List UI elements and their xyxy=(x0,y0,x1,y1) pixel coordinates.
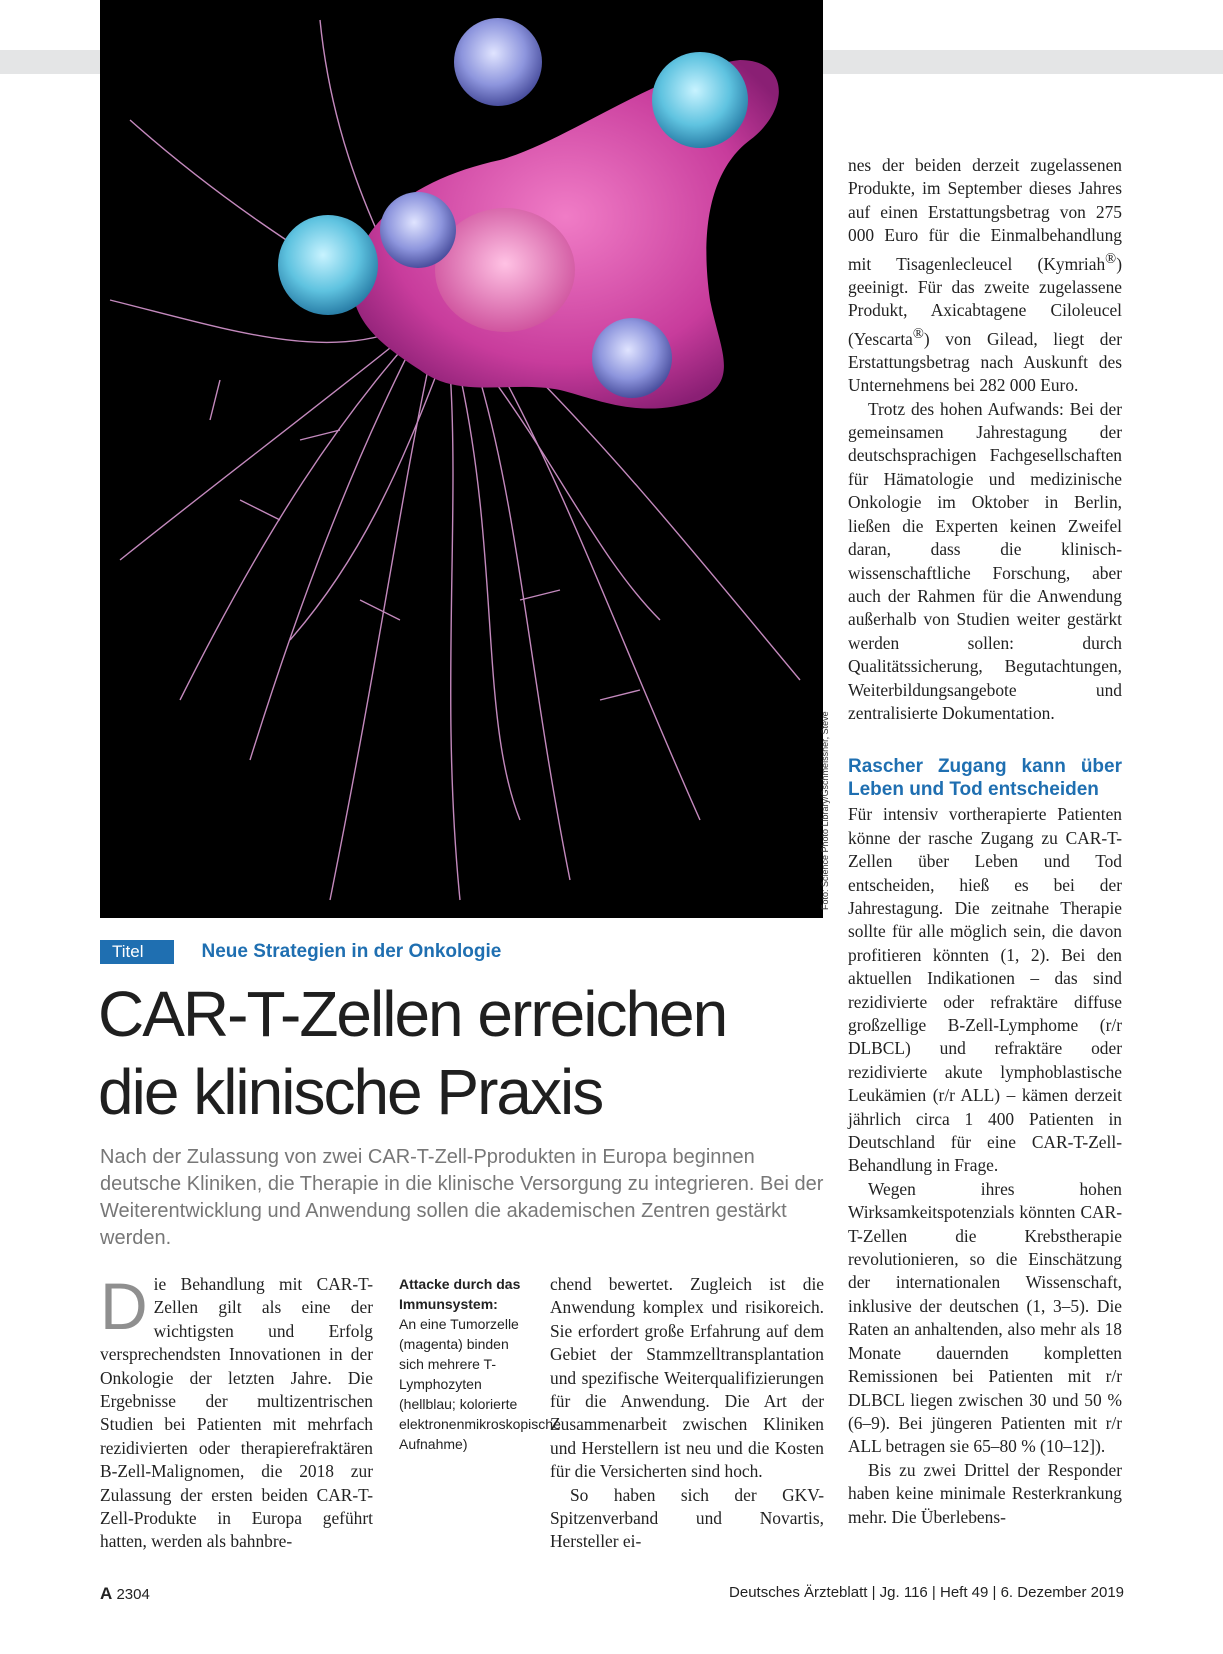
t-cell xyxy=(380,192,456,268)
caption-heading: Attacke durch das Immunsystem: xyxy=(399,1276,521,1312)
body-paragraph: Für intensiv vortherapierte Patienten könne der rasche Zugang zu CAR-T-Zellen über Leben und Tod entscheiden, hieß es bei der Jahrestagung. Die zeitnahe Therapie sollte für alle möglich sein, die davon profitieren könnten (1, 2). Bei den aktuellen Indikationen – das sind rezidivierte oder refraktäre diffuse großzellige B-Zell-Lymphome (r/r DLBCL) und refraktäre oder rezidivierte akute lymphoblastische Leukämien (r/r ALL) – kämen derzeit jährlich circa 1 400 Patienten in Deutschland für eine CAR-T-Zell-Behandlung in Frage. xyxy=(848,804,1122,1176)
t-cell xyxy=(592,318,672,398)
body-text: ie Behandlung mit CAR-T-Zellen gilt als eine der wichtigsten und Erfolg versprechendsten Innovationen in der Onkologie der letzten Jahre. Die Ergebnisse der multizentrischen Studien bei Patienten mit mehrfach rezidivierten oder therapierefraktären B-Zell-Malignomen, die 2018 zur Zulassung der ersten beiden CAR-T-Zell-Produkte in Europa geführt hatten, werden als bahnbre- xyxy=(100,1274,373,1552)
t-cell xyxy=(454,18,542,106)
journal-info: Deutsches Ärzteblatt | Jg. 116 | Heft 49 | 6. Dezember 2019 xyxy=(729,1584,1124,1601)
body-text: nes der beiden derzeit zugelassenen Produkte, im September dieses Jahres auf einen Erstattungsbetrag von 275 000 Euro für die Einmalbehandlung mit Tisagenlecleucel (Kymriah xyxy=(848,155,1122,274)
section-tag: Titel xyxy=(100,940,174,964)
microscopy-photo xyxy=(100,0,823,918)
title-line: CAR-T-Zellen erreichen xyxy=(98,978,727,1050)
body-paragraph: chend bewertet. Zugleich ist die Anwendung komplex und risikoreich. Sie erfordert große Erfahrung auf dem Gebiet der Stammzelltransplantation und spezifische Weiterqualifizierungen für die Anwendung. Die Art der Zusammenarbeit zwischen Kliniken und Herstellern ist neu und die Kosten für die Versicherten sind hoch. xyxy=(550,1274,824,1482)
body-paragraph xyxy=(848,154,1122,398)
lead-paragraph: Nach der Zulassung von zwei CAR-T-Zell-Pprodukten in Europa beginnen deutsche Kliniken, die Therapie in die klinische Versorgung zu integrieren. Bei der Weiterentwicklung und Anwendung sollen die akademischen Zentren gestärkt werden. xyxy=(100,1146,824,1249)
body-text: ) geeinigt. Für das zweite zugelassene Produkt, Axicabtagene Ciloleucel (Yescarta xyxy=(848,253,1122,349)
page-number xyxy=(100,1584,150,1604)
t-cell xyxy=(278,215,378,315)
registered-mark: ® xyxy=(1105,250,1117,267)
body-text: ) von Gilead, liegt der Erstattungsbetrag nach Auskunft des Unternehmens bei 282 000 Euro. xyxy=(848,328,1122,396)
tumor-nucleus xyxy=(435,208,575,332)
registered-mark: ® xyxy=(912,325,924,342)
body-paragraph: Bis zu zwei Drittel der Responder haben keine minimale Resterkrankung mehr. Die Überlebens- xyxy=(848,1459,1122,1527)
journal-name: Deutsches Ärzteblatt xyxy=(729,1584,868,1601)
cell-illustration xyxy=(100,0,823,918)
page-number-value: 2304 xyxy=(116,1586,150,1603)
photo-caption xyxy=(399,1274,561,1454)
journal-issue: Heft 49 xyxy=(939,1584,989,1601)
text-column-2 xyxy=(550,1273,824,1554)
body-paragraph: Wegen ihres hohen Wirksamkeitspotenzials könnten CAR-T-Zellen die Krebstherapie revolutionieren, so die Einschätzung der internationalen Wissenschaft, inklusive der deutschen (1, 3–5). Die Raten an anhaltenden, also mehr als 18 Monate dauernden kompletten Remissionen bei Patienten mit r/r DLBCL liegen zwischen 30 und 50 % (6–9). Bei jüngeren Patienten mit r/r ALL betragen sie 65–80 % (10–12]). xyxy=(848,1178,1122,1457)
body-paragraph: Trotz des hohen Aufwands: Bei der gemeinsamen Jahrestagung der deutschsprachigen Fachgesellschaften für Hämatologie und medizinische Onkologie im Oktober in Berlin, ließen die Experten keinen Zweifel daran, dass die klinisch-wissenschaftliche Forschung, aber auch der Rahmen für die Anwendung außerhalb von Studien weiter gestärkt werden sollen: durch Qualitätssicherung, Begutachtungen, Weiterbildungsangebote und zentralisierte Dokumentation. xyxy=(848,398,1122,723)
page-footer xyxy=(100,1584,1124,1604)
text-column-1 xyxy=(100,1269,373,1554)
section-topic: Neue Strategien in der Onkologie xyxy=(201,941,502,962)
caption-text: An eine Tumorzelle (magenta) binden sich mehrere T-Lymphozyten (hellblau; kolorierte elektronenmikroskopische Aufnahme) xyxy=(399,1316,561,1452)
subheading: Rascher Zugang kann über Leben und Tod entscheiden xyxy=(848,756,1122,801)
text-column-3 xyxy=(848,154,1122,1529)
article-title xyxy=(98,975,818,1131)
title-line: die klinische Praxis xyxy=(98,1056,603,1129)
drop-cap: D xyxy=(100,1269,148,1343)
page-prefix: A xyxy=(100,1584,113,1603)
photo-credit: Foto: Science Photo Library/Gschmeissner, Steve xyxy=(820,711,830,910)
journal-volume: Jg. 116 xyxy=(879,1584,928,1601)
rubric xyxy=(100,940,501,964)
journal-date: 6. Dezember 2019 xyxy=(1000,1584,1124,1601)
body-paragraph xyxy=(100,1269,373,1554)
t-cell xyxy=(652,52,748,148)
body-paragraph: So haben sich der GKV-Spitzenverband und Novartis, Hersteller ei- xyxy=(550,1484,824,1552)
